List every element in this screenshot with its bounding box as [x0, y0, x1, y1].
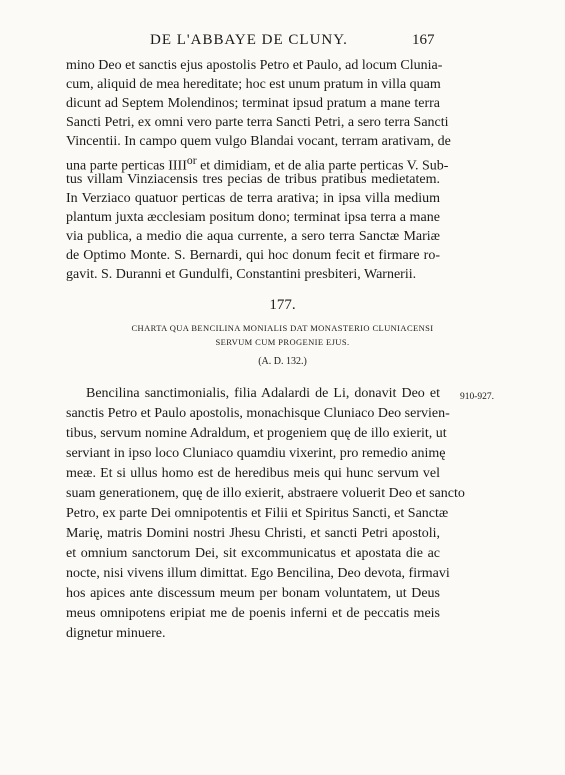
- text-line: meus omnipotens eripiat me de poenis inferni et de peccatis meis: [66, 606, 440, 621]
- running-title: DE L'ABBAYE DE CLUNY.: [150, 32, 348, 48]
- text-line: suam generationem, quę de illo exierit, abstraere voluerit Deo et sancto: [66, 486, 465, 501]
- text-line: In Verziaco quatuor perticas de terra arativa; in ipsa villa medium: [66, 191, 440, 206]
- text-line: meæ. Et si ullus homo est de heredibus meis qui hunc servum vel: [66, 466, 440, 481]
- text-line: plantum juxta æcclesiam positum dono; terminat ipsa terra a mane: [66, 210, 440, 225]
- text-line: Petro, ex parte Dei omnipotentis et Filii et Spiritus Sancti, et Sanctæ: [66, 506, 449, 521]
- text-line: gavit. S. Duranni et Gundulfi, Constantini presbiteri, Warnerii.: [66, 267, 417, 282]
- charter-heading: SERVUM CUM PROGENIE EJUS.: [215, 337, 350, 347]
- text-line: tus villam Vinziacensis tres pecias de tribus pratibus medietatem.: [66, 172, 440, 187]
- text-line: sanctis Petro et Paulo apostolis, monachisque Cluniaco Deo servien-: [66, 406, 450, 421]
- charter-number: 177.: [269, 297, 296, 313]
- text-line: via publica, a medio die aqua currente, a sero terra Sanctæ Mariæ: [66, 229, 440, 244]
- charter-date: (A. D. 132.): [258, 356, 307, 367]
- text-line: una parte perticas $IIII^{or}$ et dimidiam, et de alia parte perticas V. Sub-: [66, 154, 449, 174]
- text-line: et omnium sanctorum Dei, sit excommunicatus et apostata die ac: [66, 546, 440, 561]
- text-line: nocte, nisi vivens illum dimittat. Ego Bencilina, Deo devota, firmavi: [66, 566, 450, 581]
- text-line: hos apices ante discessum meum per bonam voluntatem, ut Deus: [66, 586, 440, 601]
- page-number: 167: [412, 32, 435, 48]
- margin-date: 910-927.: [460, 392, 495, 402]
- text-line: de Optimo Monte. S. Bernardi, qui hoc donum fecit et firmare ro-: [66, 248, 440, 263]
- text-line: mino Deo et sanctis ejus apostolis Petro et Paulo, ad locum Clunia-: [66, 58, 443, 73]
- text-line: Marię, matris Domini nostri Jhesu Christi, et sancti Petri apostoli,: [66, 526, 440, 541]
- text-line: Sancti Petri, ex omni vero parte terra Sancti Petri, a sero terra Sancti: [66, 115, 449, 130]
- text-line: Bencilina sanctimonialis, filia Adalardi de Li, donavit Deo et: [86, 386, 440, 401]
- text-line: serviant in ipso loco Cluniaco quamdiu vixerint, pro remedio animę: [66, 446, 446, 461]
- text-line: cum, aliquid de mea hereditate; hoc est unum pratum in villa quam: [66, 77, 441, 92]
- running-head: [0, 32, 565, 52]
- charter-heading: CHARTA QUA BENCILINA MONIALIS DAT MONASTERIO CLUNIACENSI: [131, 323, 434, 333]
- text-line: tibus, servum nomine Adraldum, et progeniem quę de illo exierit, ut: [66, 426, 447, 441]
- text-line: dicunt ad Septem Molendinos; terminat ipsud pratum a mane terra: [66, 96, 440, 111]
- text-line: Vincentii. In campo quem vulgo Blandai vocant, terram arativam, de: [66, 134, 451, 149]
- text-line: dignetur minuere.: [66, 626, 166, 641]
